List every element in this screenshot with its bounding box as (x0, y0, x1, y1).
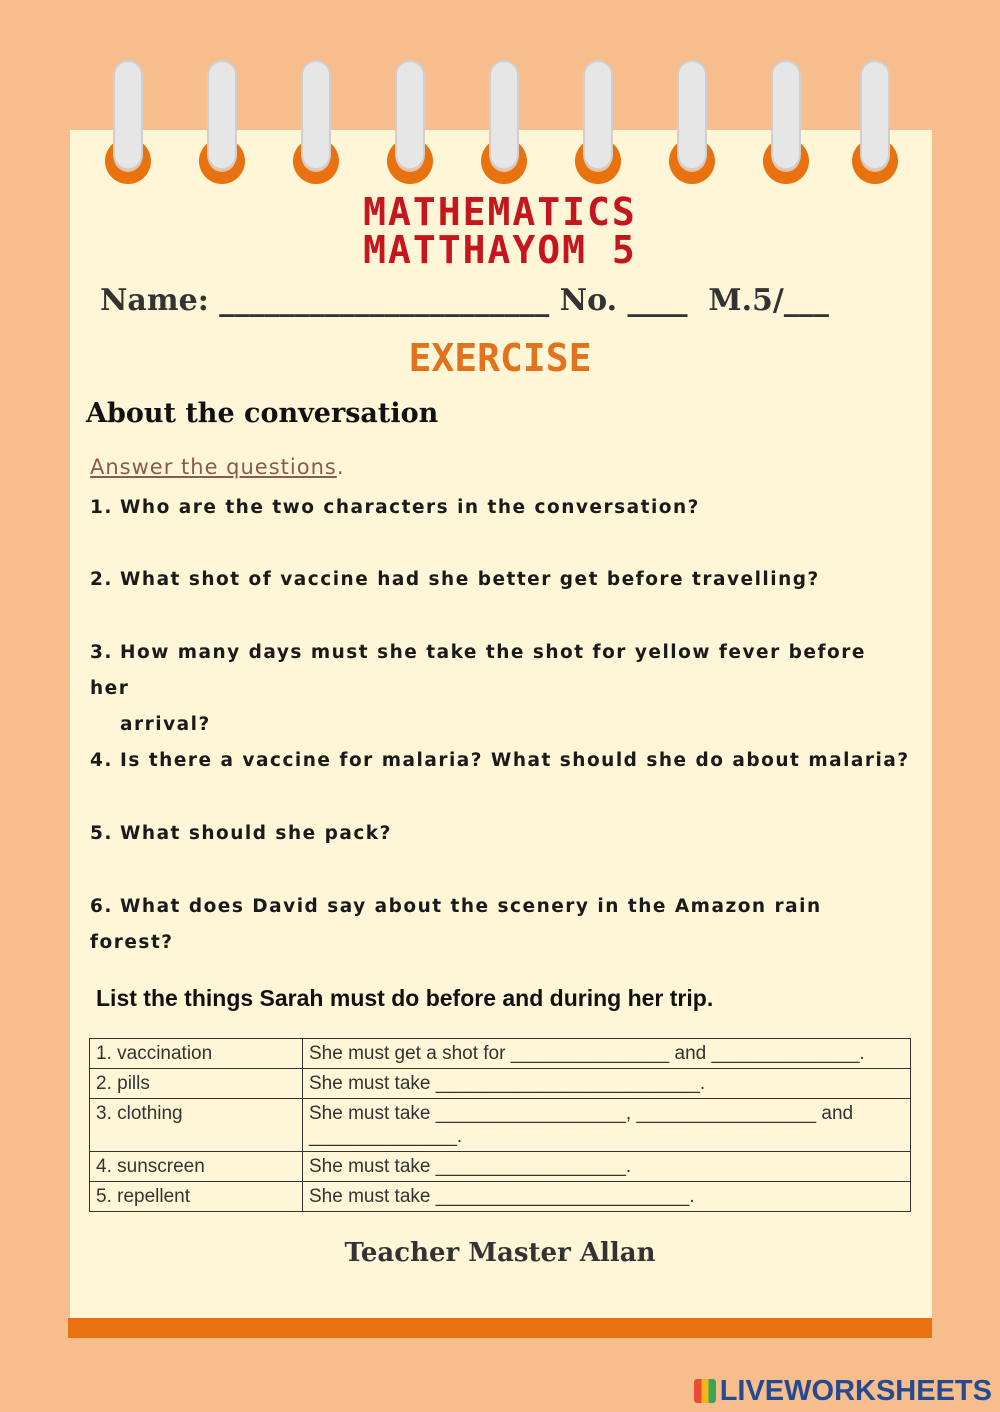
table-cell-item: 2. pills (90, 1069, 303, 1099)
teacher-signature: Teacher Master Allan (344, 1238, 656, 1268)
spiral-ring-icon (669, 60, 715, 180)
question-text: What shot of vaccine had she better get before travelling? (120, 569, 820, 590)
table-row (90, 1152, 911, 1182)
table-cell-answer[interactable]: She must take __________________, _________________ and ______________. (303, 1099, 911, 1152)
name-label: Name: (100, 283, 209, 318)
question-number: 6. (90, 896, 113, 917)
table-row (90, 1182, 911, 1212)
question-number: 4. (90, 750, 113, 771)
list-title: List the things Sarah must do before and during her trip. (96, 985, 714, 1011)
section-title: About the conversation (86, 398, 439, 429)
page-bottom-edge (68, 1318, 932, 1338)
number-label: No. (559, 283, 618, 318)
question-3 (90, 635, 910, 743)
question-text: What should she pack? (120, 823, 392, 844)
question-text-continued: arrival? (120, 714, 211, 735)
table-cell-answer[interactable]: She must take __________________. (303, 1152, 911, 1182)
subject-title: MATHEMATICS (363, 190, 637, 234)
exercise-heading: EXERCISE (408, 336, 592, 380)
question-text: How many days must she take the shot for yellow fever before her (90, 642, 866, 699)
question-4 (90, 743, 910, 779)
logo-badge-icon (694, 1379, 716, 1403)
class-label: M.5/ (708, 283, 784, 318)
question-number: 5. (90, 823, 113, 844)
table-cell-item: 4. sunscreen (90, 1152, 303, 1182)
table-cell-item: 3. clothing (90, 1099, 303, 1152)
student-info-line (100, 283, 920, 318)
table-row (90, 1069, 911, 1099)
tasks-table (89, 1038, 911, 1212)
spiral-ring-icon (199, 60, 245, 180)
number-field[interactable]: ____ (627, 283, 688, 318)
question-6 (90, 889, 910, 961)
spiral-ring-icon (387, 60, 433, 180)
question-text: What does David say about the scenery in the Amazon rain forest? (90, 896, 822, 953)
table-cell-answer[interactable]: She must take ________________________. (303, 1182, 911, 1212)
instruction-punct: . (336, 455, 345, 479)
spiral-ring-icon (575, 60, 621, 180)
question-number: 3. (90, 642, 113, 663)
liveworksheets-logo[interactable] (694, 1375, 992, 1408)
table-cell-answer[interactable]: She must get a shot for _______________ and ______________. (303, 1039, 911, 1069)
instruction (90, 455, 345, 479)
spiral-ring-icon (481, 60, 527, 180)
spiral-ring-icon (852, 60, 898, 180)
question-number: 2. (90, 569, 113, 590)
spiral-ring-icon (293, 60, 339, 180)
spiral-ring-icon (763, 60, 809, 180)
table-row (90, 1039, 911, 1069)
question-2 (90, 562, 910, 598)
table-cell-item: 1. vaccination (90, 1039, 303, 1069)
table-row (90, 1099, 911, 1152)
question-5 (90, 816, 910, 852)
question-number: 1. (90, 497, 113, 518)
table-cell-answer[interactable]: She must take _________________________. (303, 1069, 911, 1099)
spiral-ring-icon (105, 60, 151, 180)
question-text: Is there a vaccine for malaria? What should she do about malaria? (120, 750, 910, 771)
logo-text: LIVEWORKSHEETS (719, 1375, 992, 1407)
instruction-text: Answer the questions (90, 455, 337, 479)
table-cell-item: 5. repellent (90, 1182, 303, 1212)
question-text: Who are the two characters in the conversation? (120, 497, 700, 518)
grade-title: MATTHAYOM 5 (363, 228, 637, 272)
class-field[interactable]: ___ (783, 283, 829, 318)
question-1 (90, 490, 910, 526)
name-field[interactable]: ______________________ (219, 283, 550, 318)
